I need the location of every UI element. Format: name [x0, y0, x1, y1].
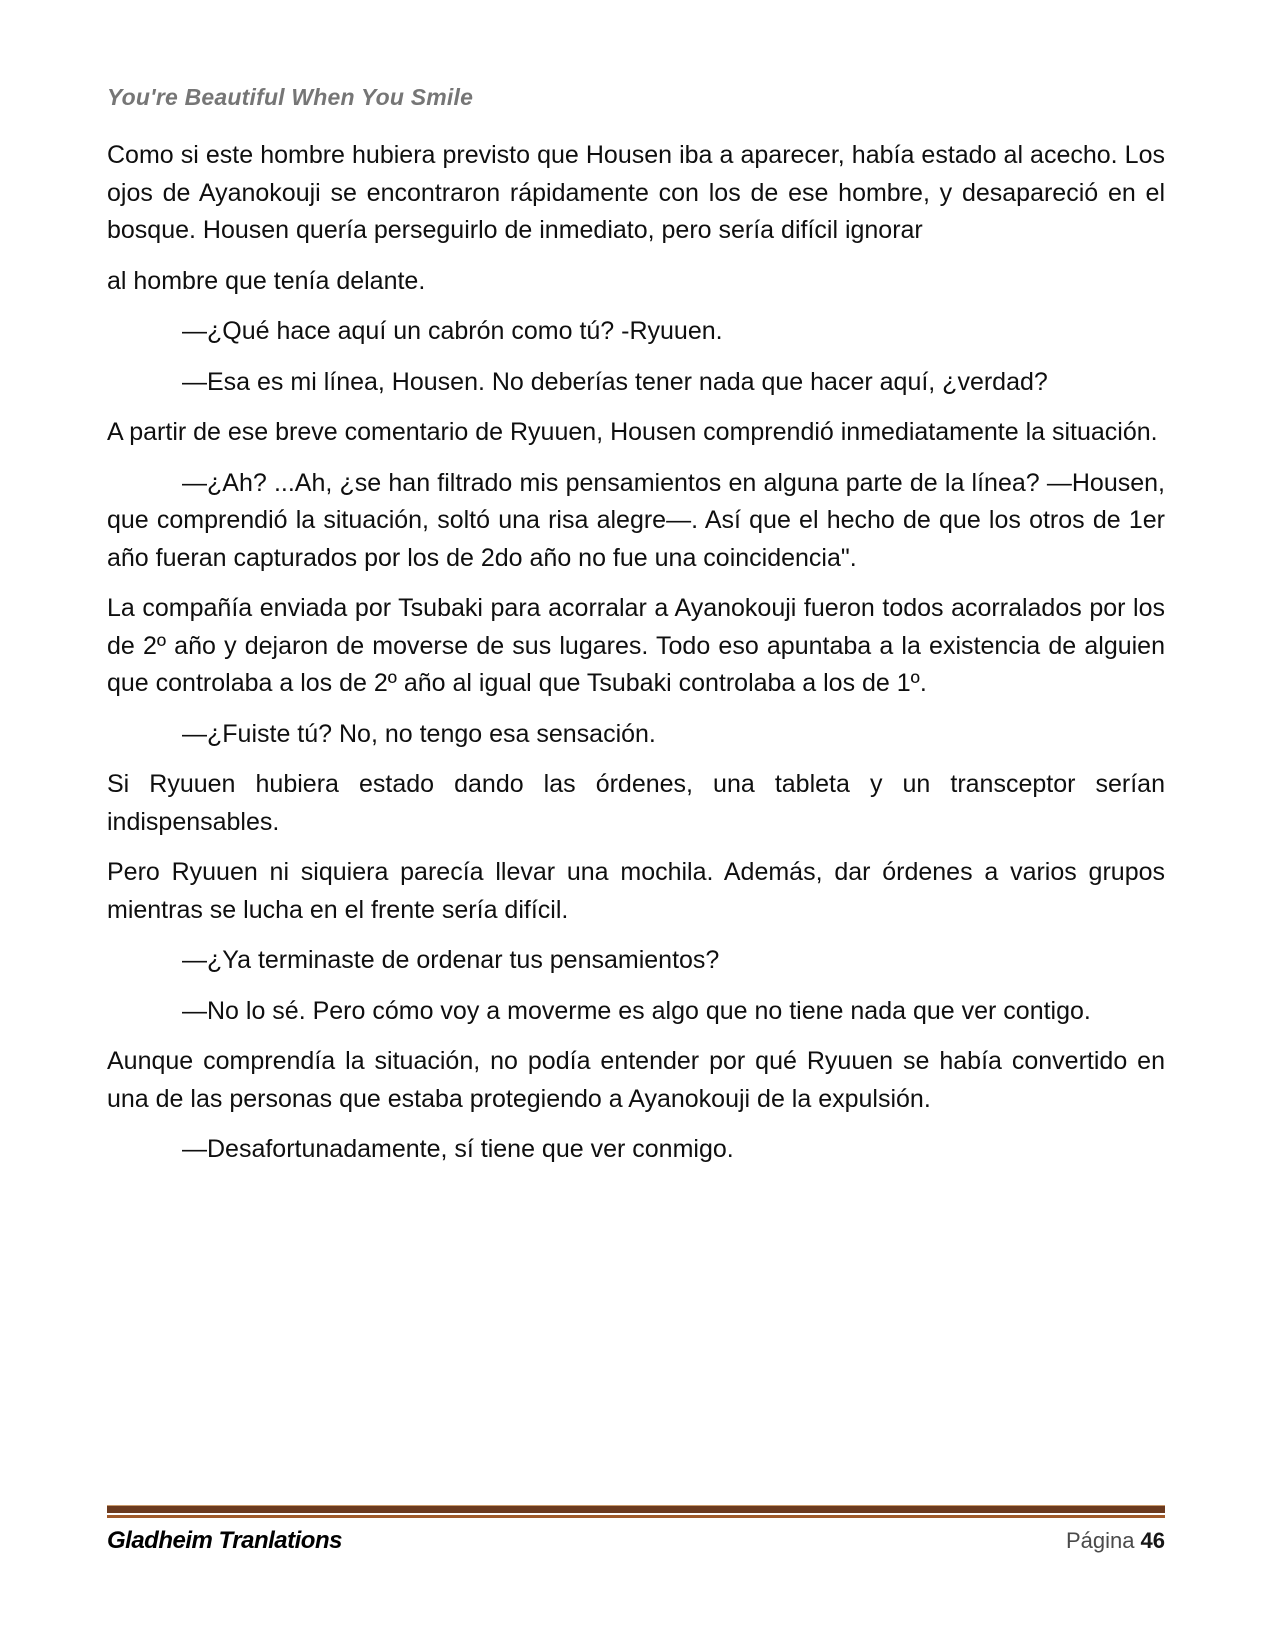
paragraph: A partir de ese breve comentario de Ryuuen, Housen comprendió inmediatamente la situación. [107, 418, 1158, 446]
footer-divider [107, 1505, 1165, 1518]
paragraph: —Desafortunadamente, sí tiene que ver conmigo. [182, 1135, 734, 1163]
footer-page-number-value: 46 [1140, 1528, 1165, 1553]
page-header-title: You're Beautiful When You Smile [107, 84, 474, 110]
footer-translator-name: Gladheim Tranlations [107, 1527, 342, 1554]
paragraph: —¿Ya terminaste de ordenar tus pensamientos? [182, 946, 720, 974]
paragraph: Pero Ryuuen ni siquiera parecía llevar una mochila. Además, dar órdenes a varios grupos mientras se lucha en el frente sería difícil. [107, 858, 1165, 924]
paragraph: al hombre que tenía delante. [107, 266, 426, 295]
paragraph: —Esa es mi línea, Housen. No deberías tener nada que hacer aquí, ¿verdad? [182, 367, 1048, 396]
paragraph: —¿Qué hace aquí un cabrón como tú? -Ryuuen. [182, 317, 723, 345]
footer-divider-thick-line [107, 1506, 1165, 1513]
paragraph: Si Ryuuen hubiera estado dando las órdenes, una tableta y un transceptor serían indispensables. [107, 770, 1165, 836]
paragraph: —No lo sé. Pero cómo voy a moverme es algo que no tiene nada que ver contigo. [182, 996, 1091, 1025]
paragraph: —¿Ah? ...Ah, ¿se han filtrado mis pensamientos en alguna parte de la línea? —Housen, que comprendió la situación, soltó una risa alegre—. Así que el hecho de que los otros de 1er año fueran capturados por los de 2do año no fue una coincidencia". [107, 468, 1165, 572]
paragraph: La compañía enviada por Tsubaki para acorralar a Ayanokouji fueron todos acorralados por los de 2º año y dejaron de moverse de sus lugares. Todo eso apuntaba a la existencia de alguien que controlaba a los de 2º año al igual que Tsubaki controlaba a los de 1º. [107, 594, 1165, 697]
page-footer [107, 1527, 1165, 1555]
body-paragraphs [107, 137, 1165, 1182]
footer-page-number [1066, 1528, 1165, 1554]
footer-divider-thin-line [107, 1515, 1165, 1518]
footer-page-label: Página [1066, 1528, 1135, 1553]
paragraph: Aunque comprendía la situación, no podía entender por qué Ryuuen se había convertido en una de las personas que estaba protegiendo a Ayanokouji de la expulsión. [107, 1047, 1165, 1113]
paragraph: —¿Fuiste tú? No, no tengo esa sensación. [182, 719, 656, 748]
paragraph: Como si este hombre hubiera previsto que Housen iba a aparecer, había estado al acecho. Los ojos de Ayanokouji se encontraron rápidamente con los de ese hombre, y desapareció en el bosque. Housen quería perseguirlo de inmediato, pero sería difícil ignorar [107, 141, 1165, 244]
